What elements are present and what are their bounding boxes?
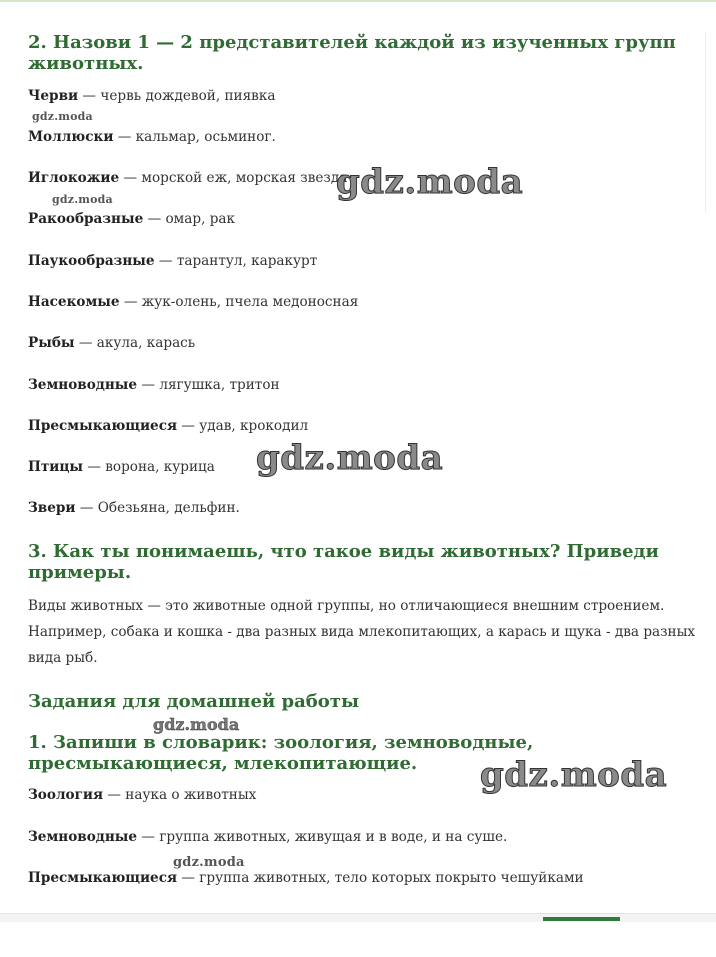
definition: — кальмар, осьминог. (113, 129, 276, 145)
term: Черви (28, 88, 79, 104)
list-item (28, 377, 280, 394)
term: Иглокожие (28, 170, 120, 186)
section2-heading: 2. Назови 1 — 2 представителей каждой из изученных групп животных. (28, 32, 676, 74)
definition: — наука о животных (103, 787, 257, 803)
term: Пресмыкающиеся (28, 418, 178, 434)
list-item (28, 88, 275, 105)
definition: — группа животных, тело которых покрыто чешуйками (177, 870, 584, 886)
term: Паукообразные (28, 253, 155, 269)
list-item (28, 829, 507, 846)
definition: — омар, рак (143, 211, 236, 227)
term: Земноводные (28, 829, 138, 845)
list-item (28, 170, 347, 187)
watermark: gdz.moda (480, 755, 668, 795)
list-item (28, 294, 358, 311)
list-item (28, 253, 317, 270)
section3-heading: 3. Как ты понимаешь, что такое виды животных? Приведи примеры. (28, 541, 659, 583)
term: Рыбы (28, 335, 75, 351)
definition: — морской еж, морская звезда (119, 170, 348, 186)
term: Насекомые (28, 294, 120, 310)
term: Птицы (28, 459, 84, 475)
term: Ракообразные (28, 211, 144, 227)
term: Зоология (28, 787, 104, 803)
watermark: gdz.moda (173, 855, 245, 870)
watermark: gdz.moda (256, 438, 444, 478)
bottom-accent-bar (543, 917, 620, 921)
watermark: gdz.moda (336, 162, 524, 202)
list-item (28, 870, 584, 887)
list-item (28, 211, 235, 228)
task1-heading: 1. Запиши в словарик: зоология, земноводные, пресмыкающиеся, млекопитающие. (28, 732, 534, 774)
list-item (28, 418, 308, 435)
watermark: gdz.moda (52, 193, 113, 206)
definition: — акула, карась (74, 335, 196, 351)
definition: — группа животных, живущая и в воде, и на суше. (137, 829, 508, 845)
list-item (28, 459, 215, 476)
definition: — ворона, курица (83, 459, 215, 475)
definition: — Обезьяна, дельфин. (75, 500, 240, 516)
definition: — удав, крокодил (177, 418, 309, 434)
homework-heading: Задания для домашней работы (28, 691, 359, 712)
list-item (28, 129, 276, 146)
list-item (28, 787, 256, 804)
watermark: gdz.moda (32, 110, 93, 123)
list-item (28, 335, 195, 352)
definition: — червь дождевой, пиявка (78, 88, 276, 104)
list-item (28, 500, 240, 517)
page-edge (705, 32, 716, 212)
watermark: gdz.moda (153, 715, 240, 734)
term: Земноводные (28, 377, 138, 393)
definition: — тарантул, каракурт (154, 253, 318, 269)
definition: — лягушка, тритон (137, 377, 280, 393)
definition: — жук-олень, пчела медоносная (119, 294, 359, 310)
term: Пресмыкающиеся (28, 870, 178, 886)
section3-text: Виды животных — это животные одной группы, но отличающиеся внешним строением. Например, собака и кошка - два разных вида млекопитающих, а карась и щука - два разных вида рыб. (28, 598, 696, 666)
term: Моллюски (28, 129, 114, 145)
term: Звери (28, 500, 76, 516)
